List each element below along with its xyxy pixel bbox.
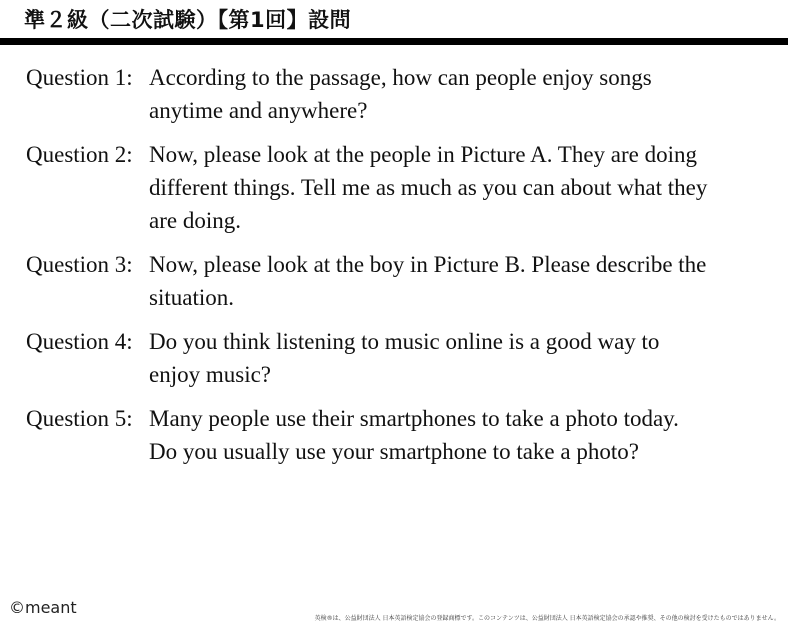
question-text: According to the passage, how can people enjoy songs anytime and anywhere? — [149, 65, 652, 123]
question-1 — [26, 61, 766, 127]
question-label: Question 5: — [26, 406, 133, 431]
question-5 — [26, 402, 766, 468]
question-text: Now, please look at the people in Picture A. They are doing different things. Tell me as much as you can about what they are doing. — [149, 142, 708, 233]
question-label: Question 1: — [26, 65, 133, 90]
copyright-notice: ©meant — [9, 598, 77, 617]
page-title: 準２級（二次試験）【第1回】設問 — [24, 8, 352, 32]
header-divider — [0, 38, 788, 45]
question-label: Question 2: — [26, 142, 133, 167]
question-list — [26, 61, 766, 479]
question-label: Question 4: — [26, 329, 133, 354]
question-3 — [26, 248, 766, 314]
question-label: Question 3: — [26, 252, 133, 277]
trademark-disclaimer: 英検®は、公益財団法人 日本英語検定協会の登録商標です。このコンテンツは、公益財団法人 日本英語検定協会の承認や推奨、その他の検討を受けたものではありません。 — [314, 615, 780, 622]
question-text: Many people use their smartphones to take a photo today. Do you usually use your smartphone to take a photo? — [149, 406, 679, 464]
question-2 — [26, 138, 766, 237]
question-text: Do you think listening to music online is a good way to enjoy music? — [149, 329, 660, 387]
question-4 — [26, 325, 766, 391]
question-text: Now, please look at the boy in Picture B. Please describe the situation. — [149, 252, 707, 310]
